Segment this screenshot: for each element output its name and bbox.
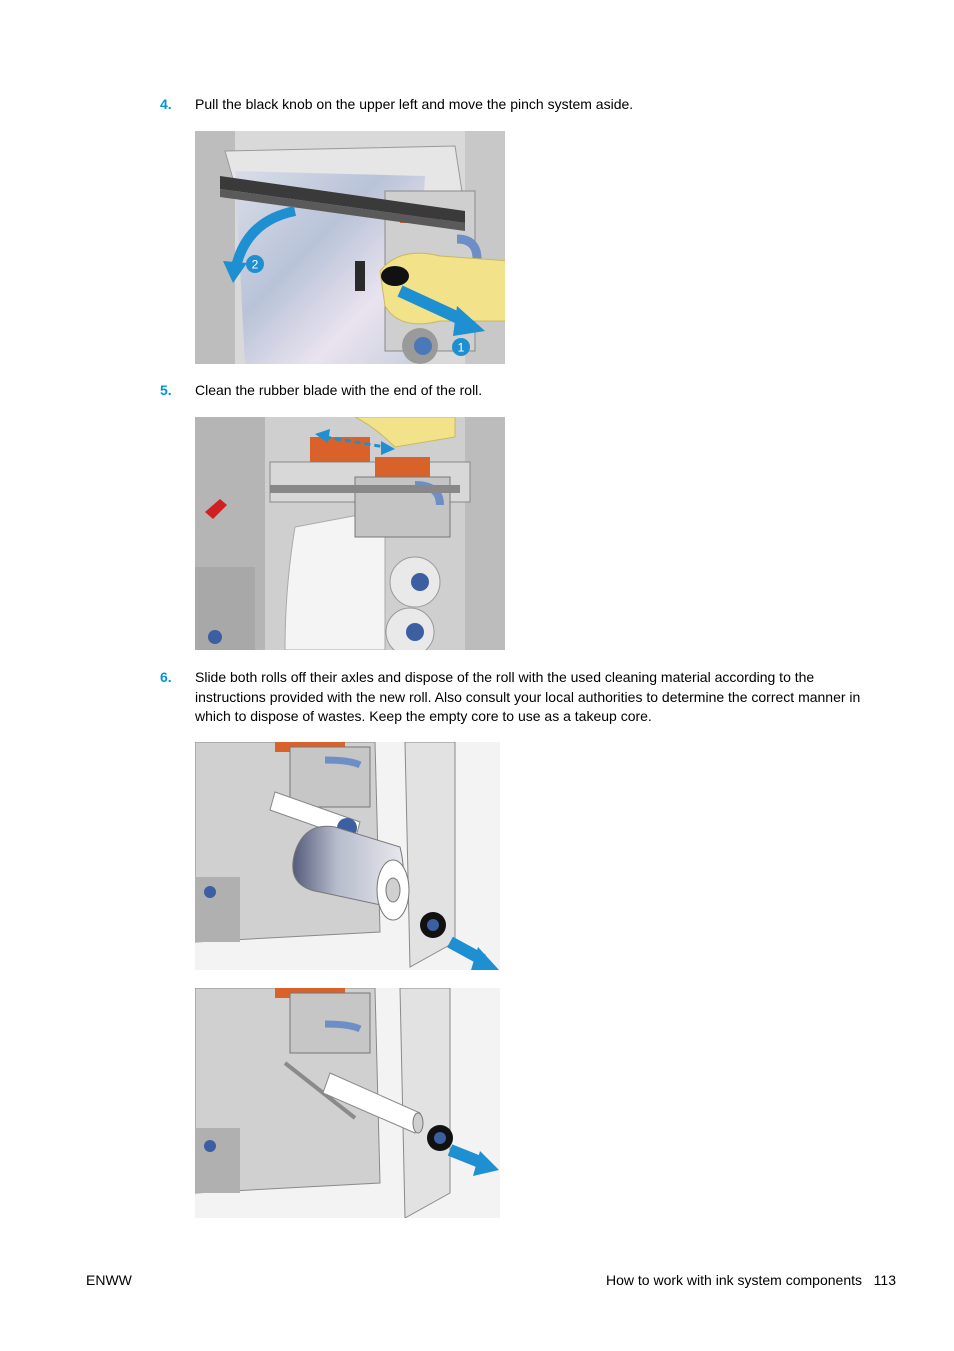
page-number: 113 bbox=[873, 1272, 896, 1288]
remove-core-illustration bbox=[195, 988, 500, 1218]
step-number: 6. bbox=[160, 669, 172, 685]
figure-remove-core bbox=[195, 988, 500, 1218]
footer-right bbox=[606, 1272, 896, 1288]
callout-1: 1 bbox=[457, 340, 465, 355]
callout-2: 2 bbox=[251, 257, 259, 272]
figure-remove-used-roll bbox=[195, 742, 500, 970]
step-text: Pull the black knob on the upper left and move the pinch system aside. bbox=[195, 96, 634, 112]
footer-left: ENWW bbox=[86, 1272, 132, 1288]
step-text: Clean the rubber blade with the end of the roll. bbox=[195, 382, 483, 398]
remove-used-roll-illustration bbox=[195, 742, 500, 970]
step-number: 4. bbox=[160, 96, 172, 112]
clean-blade-illustration bbox=[195, 417, 505, 650]
figure-pinch-system bbox=[195, 131, 505, 364]
footer-section: How to work with ink system components bbox=[606, 1272, 862, 1288]
figure-clean-blade bbox=[195, 417, 505, 650]
pinch-system-illustration bbox=[195, 131, 505, 364]
step-text: Slide both rolls off their axles and dispose of the roll with the used cleaning material according to the instructions provided with the new roll. Also consult your local authorities to determine the correct manner in which to dispose of wastes. Keep the empty core to use as a takeup core. bbox=[195, 669, 861, 724]
step-number: 5. bbox=[160, 382, 172, 398]
